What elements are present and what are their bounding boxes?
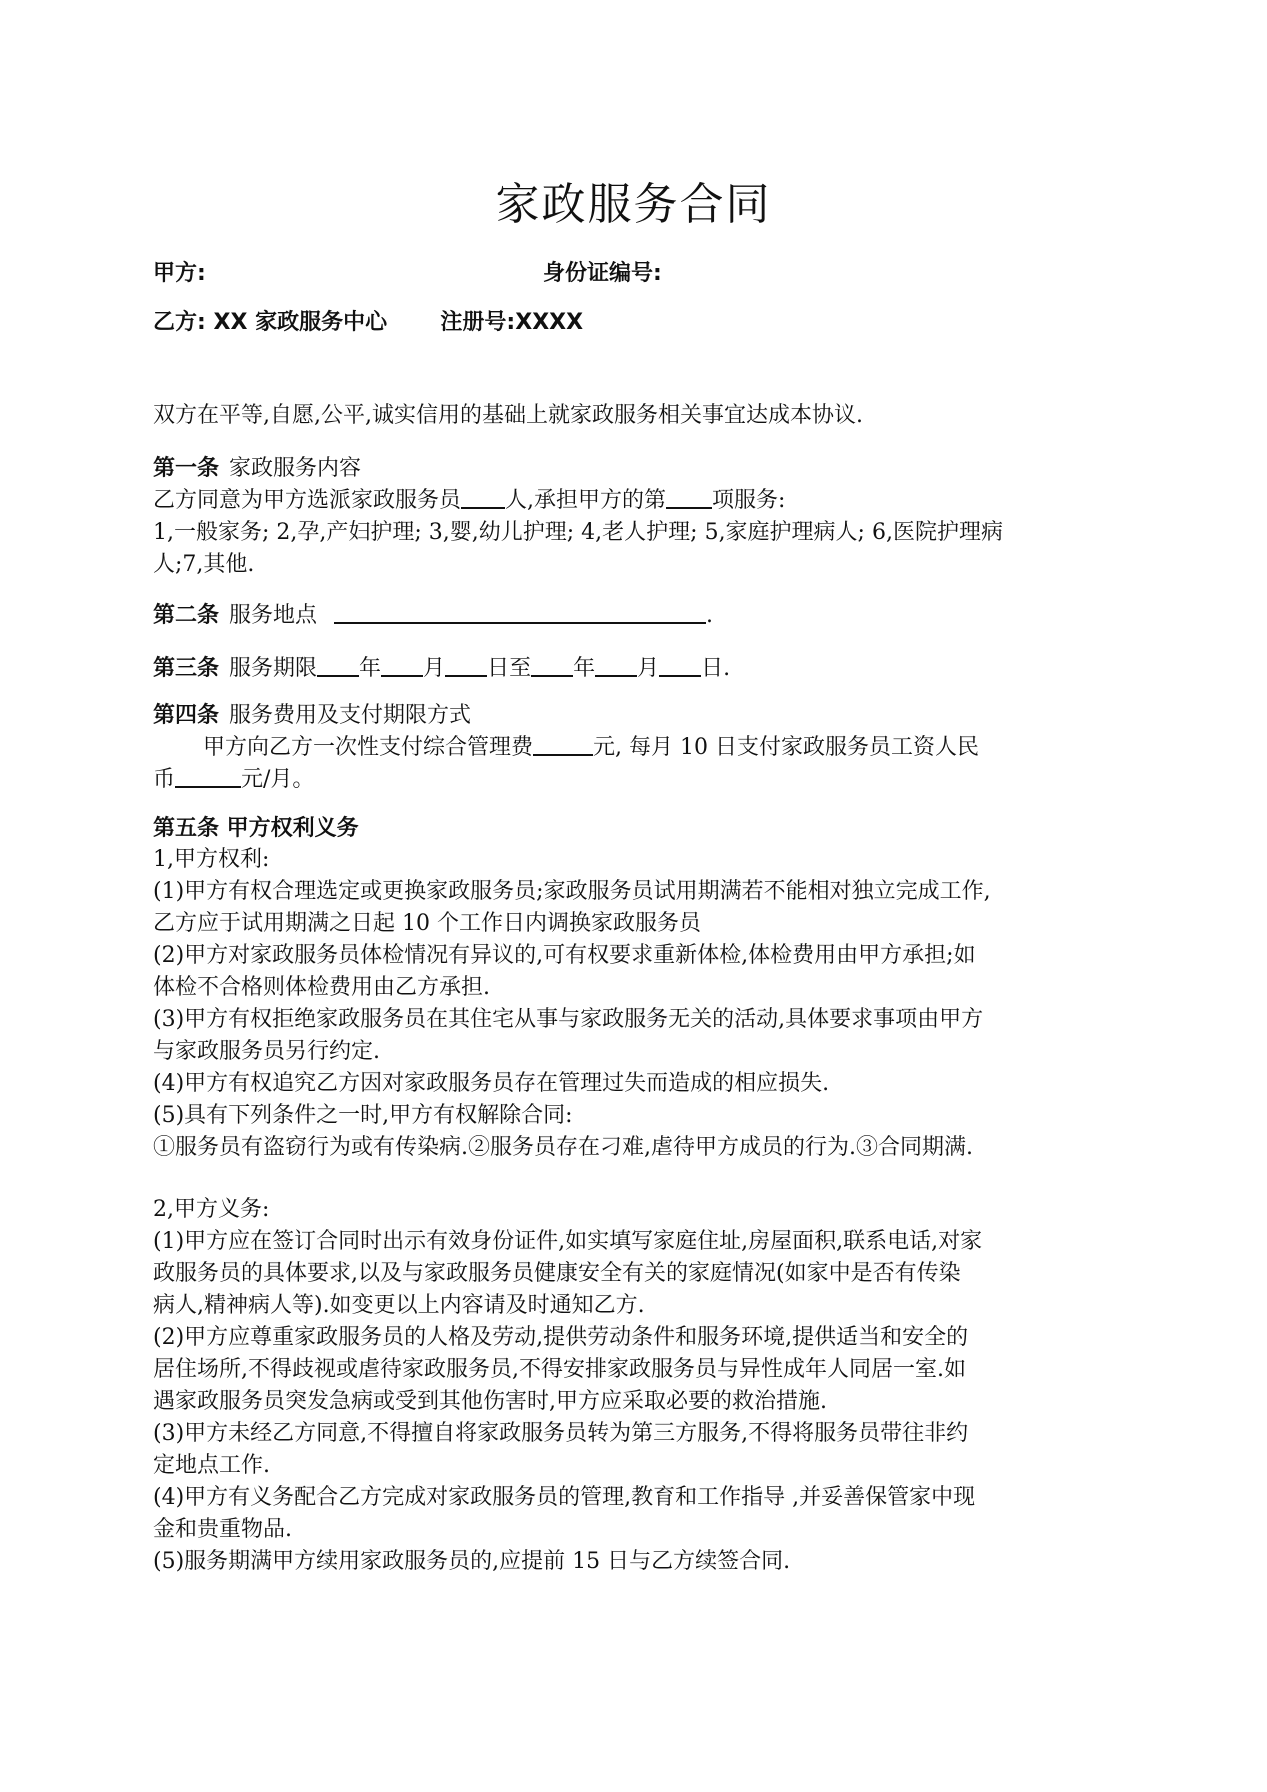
duties-line: (2)甲方应尊重家政服务员的人格及劳动,提供劳动条件和服务环境,提供适当和安全的 [153,1325,969,1350]
article-1-text-b: 人,承担甲方的第 [505,488,667,513]
duties-line: (4)甲方有义务配合乙方完成对家政服务员的管理,教育和工作指导 ,并妥善保管家中现 [153,1485,976,1510]
rights-line: 乙方应于试用期满之日起 10 个工作日内调换家政服务员 [153,911,701,936]
duties-title: 2,甲方义务: [153,1197,270,1222]
duties-line: 病人,精神病人等).如变更以上内容请及时通知乙方. [153,1293,645,1318]
party-b-label: 乙方: [153,310,206,335]
article-4-text-b: 元, 每月 10 日支付家政服务员工资人民 [593,735,979,760]
day-to-label: 日至 [487,656,532,681]
intro-paragraph: 双方在平等,自愿,公平,诚实信用的基础上就家政服务相关事宜达成本协议. [153,403,863,428]
article-4-text-a: 甲方向乙方一次性支付综合管理费 [203,735,534,760]
article-1-text-c: 项服务: [712,488,786,513]
article-5 [153,812,1113,1164]
article-1-line-3: 人;7,其他. [153,552,255,577]
blank-field [595,653,637,677]
article-3 [153,652,1113,685]
blank-field [531,653,573,677]
article-4-heading: 服务费用及支付期限方式 [229,703,472,728]
blank-field [533,732,593,756]
article-2 [153,599,1113,632]
rights-line: 与家政服务员另行约定. [153,1039,380,1064]
blank-field [317,653,359,677]
article-1-heading: 家政服务内容 [229,456,362,481]
rights-line: (1)甲方有权合理选定或更换家政服务员;家政服务员试用期满若不能相对独立完成工作, [153,879,991,904]
year-label: 年 [359,656,382,681]
duties-line: (3)甲方未经乙方同意,不得擅自将家政服务员转为第三方服务,不得将服务员带往非约 [153,1421,969,1446]
duties-line: 遇家政服务员突发急病或受到其他伤害时,甲方应采取必要的救治措施. [153,1389,827,1414]
day-label: 日. [701,656,731,681]
party-b-line [153,305,583,336]
registration-value: XXXX [515,310,584,335]
year-label: 年 [573,656,596,681]
id-number-label: 身份证编号: [543,261,662,286]
blank-field [659,653,701,677]
party-a-label: 甲方: [153,261,206,286]
duties-line: 金和贵重物品. [153,1517,292,1542]
rights-line: ①服务员有盗窃行为或有传染病.②服务员存在刁难,虐待甲方成员的行为.③合同期满. [153,1135,973,1160]
blank-field [334,600,706,624]
rights-line: (3)甲方有权拒绝家政服务员在其住宅从事与家政服务无关的活动,具体要求事项由甲方 [153,1007,984,1032]
article-1-text-a: 乙方同意为甲方选派家政服务员 [153,488,462,513]
blank-field [666,485,712,509]
blank-field [381,653,423,677]
duties-line: 居住场所,不得歧视或虐待家政服务员,不得安排家政服务员与异性成年人同居一室.如 [153,1357,966,1382]
rights-line: 体检不合格则体检费用由乙方承担. [153,975,490,1000]
duties-line: 政服务员的具体要求,以及与家政服务员健康安全有关的家庭情况(如家中是否有传染 [153,1261,961,1286]
rights-line: (2)甲方对家政服务员体检情况有异议的,可有权要求重新体检,体检费用由甲方承担;如 [153,943,976,968]
rights-title: 1,甲方权利: [153,847,270,872]
blank-field [175,764,241,788]
blank-field [445,653,487,677]
document-title: 家政服务合同 [495,179,772,230]
article-1 [153,452,1113,581]
rights-line: (5)具有下列条件之一时,甲方有权解除合同: [153,1103,573,1128]
article-4-title: 第四条 [153,702,220,728]
registration-label: 注册号: [440,310,516,335]
article-4-text-d: 元/月。 [241,767,315,792]
month-label: 月 [423,656,446,681]
article-4 [153,699,1113,796]
article-1-line-2: 1,一般家务; 2,孕,产妇护理; 3,婴,幼儿护理; 4,老人护理; 5,家庭护理病人; 6,医院护理病 [153,520,1003,545]
article-2-heading: 服务地点 [229,603,318,628]
duties-section [153,1194,1113,1578]
article-3-title: 第三条 [153,655,220,681]
article-2-title: 第二条 [153,602,220,628]
article-2-end: . [706,603,714,628]
article-1-title: 第一条 [153,455,220,481]
article-3-heading: 服务期限 [229,656,318,681]
party-b-name: XX 家政服务中心 [213,310,388,335]
article-5-title: 第五条 甲方权利义务 [153,815,359,841]
duties-line: 定地点工作. [153,1453,270,1478]
blank-field [461,485,505,509]
duties-line: (1)甲方应在签订合同时出示有效身份证件,如实填写家庭住址,房屋面积,联系电话,对家 [153,1229,983,1254]
rights-line: (4)甲方有权追究乙方因对家政服务员存在管理过失而造成的相应损失. [153,1071,830,1096]
article-4-text-c: 币 [153,767,176,792]
month-label: 月 [637,656,660,681]
duties-line: (5)服务期满甲方续用家政服务员的,应提前 15 日与乙方续签合同. [153,1549,791,1574]
